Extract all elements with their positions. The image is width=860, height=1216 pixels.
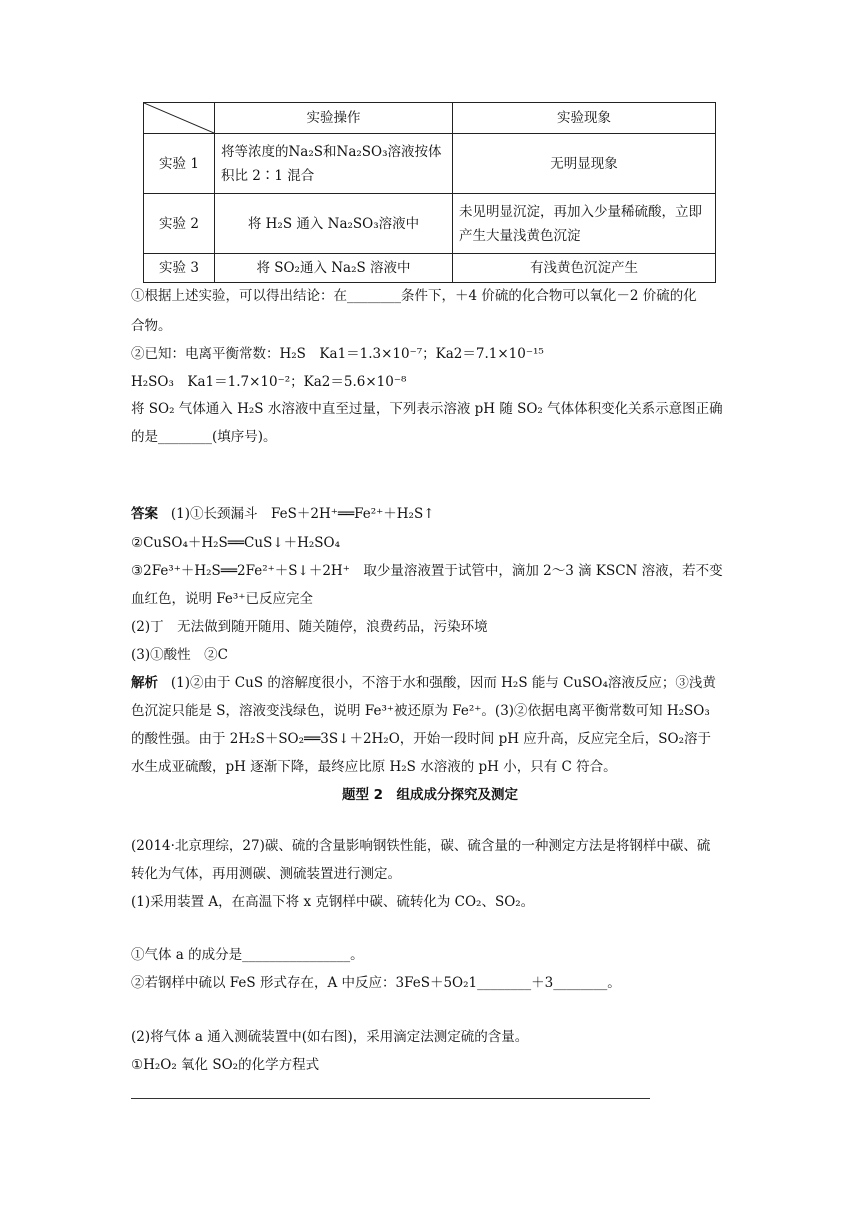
row-operation: 将 H₂S 通入 Na₂SO₃溶液中 [215, 194, 453, 254]
question-1-line-1: ①根据上述实验，可以得出结论：在________条件下，＋4 价硫的化合物可以氧化－2 价硫的化 [131, 288, 697, 304]
question-1-line-2: 合物。 [131, 318, 172, 334]
analysis-text: (1)②由于 CuS 的溶解度很小，不溶于水和强酸，因而 H₂S 能与 CuSO₄溶液反应；③浅黄 [170, 675, 716, 691]
row-label: 实验 3 [144, 254, 215, 283]
answer-line-6: (3)①酸性 ②C [131, 647, 228, 663]
table-row [144, 134, 716, 194]
answer-line-2: ②CuSO₄＋H₂S══CuS↓＋H₂SO₄ [131, 535, 341, 551]
experiment-table [143, 102, 716, 283]
problem-line-2: 转化为气体，再用测碳、测硫装置进行测定。 [131, 866, 401, 882]
header-phenomenon: 实验现象 [453, 103, 716, 134]
answer-blank-line [131, 1098, 650, 1099]
question-2-line-1: ②已知：电离平衡常数：H₂S Ka1＝1.3×10⁻⁷；Ka2＝7.1×10⁻¹⁵ [131, 346, 544, 362]
question-2-line-3: 将 SO₂ 气体通入 H₂S 水溶液中直至过量，下列表示溶液 pH 随 SO₂ 气体体积变化关系示意图正确 [131, 401, 723, 417]
analysis-line-4: 水生成亚硫酸，pH 逐渐下降，最终应比原 H₂S 水溶液的 pH 小，只有 C 符合。 [131, 759, 617, 775]
analysis-label: 解析 [131, 675, 158, 691]
analysis-line-3: 的酸性强。由于 2H₂S＋SO₂══3S↓＋2H₂O，开始一段时间 pH 应升高，反应完全后，SO₂溶于 [131, 731, 712, 747]
diagonal-header-cell [144, 103, 215, 134]
row-phenomenon: 无明显现象 [453, 134, 716, 194]
row-label: 实验 2 [144, 194, 215, 254]
table-row [144, 194, 716, 254]
header-operation: 实验操作 [215, 103, 453, 134]
row-operation: 将等浓度的Na₂S和Na₂SO₃溶液按体积比 2∶1 混合 [215, 134, 453, 194]
row-operation: 将 SO₂通入 Na₂S 溶液中 [215, 254, 453, 283]
answer-text: (1)①长颈漏斗 FeS＋2H⁺══Fe²⁺＋H₂S↑ [170, 506, 435, 522]
answer-line-5: (2)丁 无法做到随开随用、随关随停，浪费药品，污染环境 [131, 619, 488, 635]
diagonal-line [144, 103, 214, 133]
answer-line-3: ③2Fe³⁺＋H₂S══2Fe²⁺＋S↓＋2H⁺ 取少量溶液置于试管中，滴加 2～3 滴 KSCN 溶液，若不变 [131, 563, 723, 579]
problem-line-6: (2)将气体 a 通入测硫装置中(如右图)，采用滴定法测定硫的含量。 [131, 1029, 529, 1045]
problem-line-1: (2014·北京理综，27)碳、硫的含量影响钢铁性能，碳、硫含量的一种测定方法是将钢样中碳、硫 [131, 838, 711, 854]
problem-line-7: ①H₂O₂ 氧化 SO₂的化学方程式 [131, 1057, 320, 1073]
answer-line-4: 血红色，说明 Fe³⁺已反应完全 [131, 591, 313, 607]
problem-line-3: (1)采用装置 A，在高温下将 x 克钢样中碳、硫转化为 CO₂、SO₂。 [131, 894, 535, 910]
row-phenomenon: 未见明显沉淀，再加入少量稀硫酸，立即产生大量浅黄色沉淀 [453, 194, 716, 254]
table-row [144, 254, 716, 283]
answer-label: 答案 [131, 506, 158, 522]
table-header-row [144, 103, 716, 134]
answer-line-1 [131, 502, 737, 526]
section-heading: 题型 2 组成成分探究及测定 [341, 787, 519, 803]
question-2-line-4: 的是________(填序号)。 [131, 429, 277, 445]
question-2-line-2: H₂SO₃ Ka1＝1.7×10⁻²；Ka2＝5.6×10⁻⁸ [131, 374, 407, 390]
row-phenomenon: 有浅黄色沉淀产生 [453, 254, 716, 283]
row-label: 实验 1 [144, 134, 215, 194]
problem-line-5: ②若钢样中硫以 FeS 形式存在，A 中反应：3FeS＋5O₂1________＋3________。 [131, 975, 621, 991]
analysis-line-1 [131, 671, 737, 695]
analysis-line-2: 色沉淀只能是 S，溶液变浅绿色，说明 Fe³⁺被还原为 Fe²⁺。(3)②依据电离平衡常数可知 H₂SO₃ [131, 703, 710, 719]
problem-line-4: ①气体 a 的成分是________________。 [131, 947, 364, 963]
